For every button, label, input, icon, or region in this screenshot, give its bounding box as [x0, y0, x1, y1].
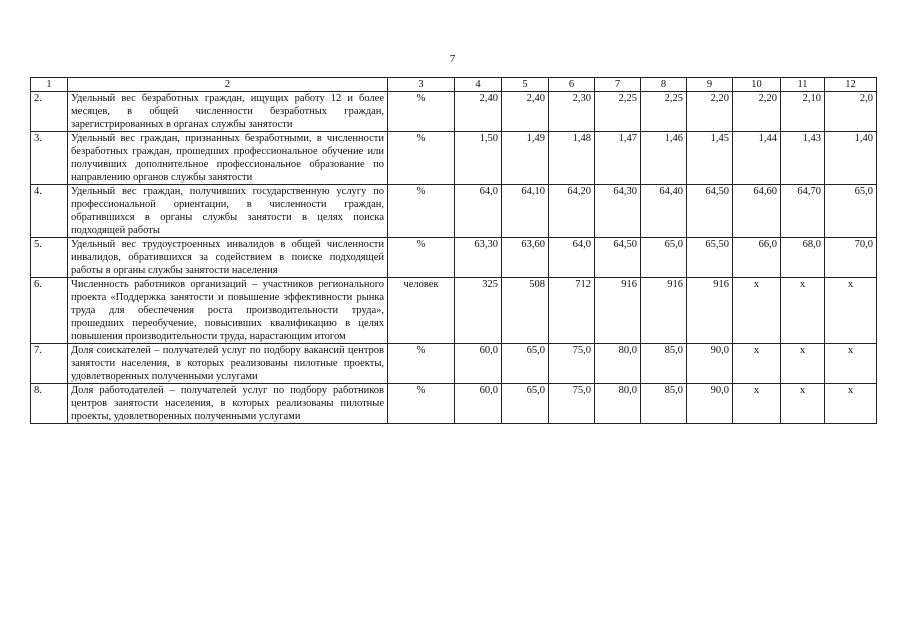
value-cell: 916 [641, 278, 687, 344]
value-cell: 60,0 [455, 384, 502, 424]
row-number: 3. [31, 132, 68, 185]
value-cell: 1,48 [549, 132, 595, 185]
column-header: 1 [31, 78, 68, 92]
column-header: 6 [549, 78, 595, 92]
value-cell: 916 [595, 278, 641, 344]
value-cell: х [733, 384, 781, 424]
unit-cell: человек [388, 278, 455, 344]
value-cell: х [733, 278, 781, 344]
column-header: 11 [781, 78, 825, 92]
value-cell: 66,0 [733, 238, 781, 278]
value-cell: 68,0 [781, 238, 825, 278]
value-cell: 2,25 [595, 92, 641, 132]
table-row [31, 384, 877, 424]
value-cell: 63,30 [455, 238, 502, 278]
row-number: 2. [31, 92, 68, 132]
value-cell: 75,0 [549, 344, 595, 384]
table-row [31, 238, 877, 278]
row-number: 6. [31, 278, 68, 344]
value-cell: 64,70 [781, 185, 825, 238]
indicator-text: Удельный вес граждан, признанных безработными, в численности безработных граждан, прошедших профессиональное обучение или получивших дополнительное профессиональное образование по направлению органов службы занятости [68, 132, 388, 185]
column-header: 4 [455, 78, 502, 92]
value-cell: 2,40 [455, 92, 502, 132]
value-cell: 2,30 [549, 92, 595, 132]
column-header: 5 [502, 78, 549, 92]
value-cell: 1,45 [687, 132, 733, 185]
table-row [31, 344, 877, 384]
table-row [31, 132, 877, 185]
header-row [31, 78, 877, 92]
column-header: 10 [733, 78, 781, 92]
unit-cell: % [388, 132, 455, 185]
value-cell: х [825, 384, 877, 424]
column-header: 7 [595, 78, 641, 92]
value-cell: 90,0 [687, 384, 733, 424]
value-cell: 85,0 [641, 384, 687, 424]
value-cell: 325 [455, 278, 502, 344]
unit-cell: % [388, 344, 455, 384]
value-cell: 1,50 [455, 132, 502, 185]
value-cell: 1,44 [733, 132, 781, 185]
value-cell: 64,60 [733, 185, 781, 238]
column-header: 12 [825, 78, 877, 92]
value-cell: 70,0 [825, 238, 877, 278]
value-cell: 2,20 [733, 92, 781, 132]
value-cell: 1,43 [781, 132, 825, 185]
value-cell: 2,0 [825, 92, 877, 132]
indicator-text: Удельный вес безработных граждан, ищущих работу 12 и более месяцев, в общей численности безработных граждан, зарегистрированных в органах службы занятости [68, 92, 388, 132]
value-cell: х [781, 344, 825, 384]
value-cell: 1,47 [595, 132, 641, 185]
value-cell: 2,10 [781, 92, 825, 132]
row-number: 5. [31, 238, 68, 278]
table-row [31, 185, 877, 238]
unit-cell: % [388, 238, 455, 278]
value-cell: 2,40 [502, 92, 549, 132]
column-header: 8 [641, 78, 687, 92]
value-cell: 64,40 [641, 185, 687, 238]
value-cell: 64,50 [595, 238, 641, 278]
indicator-text: Удельный вес граждан, получивших государственную услугу по профессиональной ориентации, в численности граждан, обратившихся в органы службы занятости в целях поиска подходящей работы [68, 185, 388, 238]
column-header: 9 [687, 78, 733, 92]
value-cell: 63,60 [502, 238, 549, 278]
row-number: 7. [31, 344, 68, 384]
value-cell: 75,0 [549, 384, 595, 424]
value-cell: 90,0 [687, 344, 733, 384]
indicator-text: Удельный вес трудоустроенных инвалидов в общей численности инвалидов, обратившихся за содействием в поиске подходящей работы в органы службы занятости населения [68, 238, 388, 278]
value-cell: 508 [502, 278, 549, 344]
value-cell: 85,0 [641, 344, 687, 384]
value-cell: 1,49 [502, 132, 549, 185]
table-row [31, 92, 877, 132]
indicator-text: Доля соискателей – получателей услуг по подбору вакансий центров занятости населения, в которых реализованы пилотные проекты, удовлетворенных полученными услугами [68, 344, 388, 384]
value-cell: 712 [549, 278, 595, 344]
value-cell: х [781, 384, 825, 424]
value-cell: 65,0 [641, 238, 687, 278]
column-header: 2 [68, 78, 388, 92]
indicator-text: Численность работников организаций – участников регионального проекта «Поддержка занятости и повышение эффективности рынка труда для обеспечения роста производительности труда», прошедших переобучение, повысивших квалификацию в целях повышения производительности труда, нарастающим итогом [68, 278, 388, 344]
value-cell: х [825, 278, 877, 344]
indicators-table [30, 77, 877, 424]
value-cell: 80,0 [595, 344, 641, 384]
value-cell: х [825, 344, 877, 384]
unit-cell: % [388, 92, 455, 132]
column-header: 3 [388, 78, 455, 92]
value-cell: 64,0 [549, 238, 595, 278]
value-cell: 65,50 [687, 238, 733, 278]
value-cell: х [781, 278, 825, 344]
value-cell: 65,0 [825, 185, 877, 238]
value-cell: 64,30 [595, 185, 641, 238]
value-cell: 65,0 [502, 384, 549, 424]
value-cell: 64,50 [687, 185, 733, 238]
value-cell: 2,20 [687, 92, 733, 132]
page-number: 7 [449, 53, 456, 65]
unit-cell: % [388, 384, 455, 424]
value-cell: 80,0 [595, 384, 641, 424]
value-cell: х [733, 344, 781, 384]
row-number: 8. [31, 384, 68, 424]
value-cell: 1,46 [641, 132, 687, 185]
value-cell: 1,40 [825, 132, 877, 185]
value-cell: 64,10 [502, 185, 549, 238]
value-cell: 916 [687, 278, 733, 344]
value-cell: 60,0 [455, 344, 502, 384]
value-cell: 65,0 [502, 344, 549, 384]
indicator-text: Доля работодателей – получателей услуг по подбору работников центров занятости населения, в которых реализованы пилотные проекты, удовлетворенных полученными услугами [68, 384, 388, 424]
value-cell: 64,20 [549, 185, 595, 238]
value-cell: 2,25 [641, 92, 687, 132]
row-number: 4. [31, 185, 68, 238]
value-cell: 64,0 [455, 185, 502, 238]
unit-cell: % [388, 185, 455, 238]
table-row [31, 278, 877, 344]
